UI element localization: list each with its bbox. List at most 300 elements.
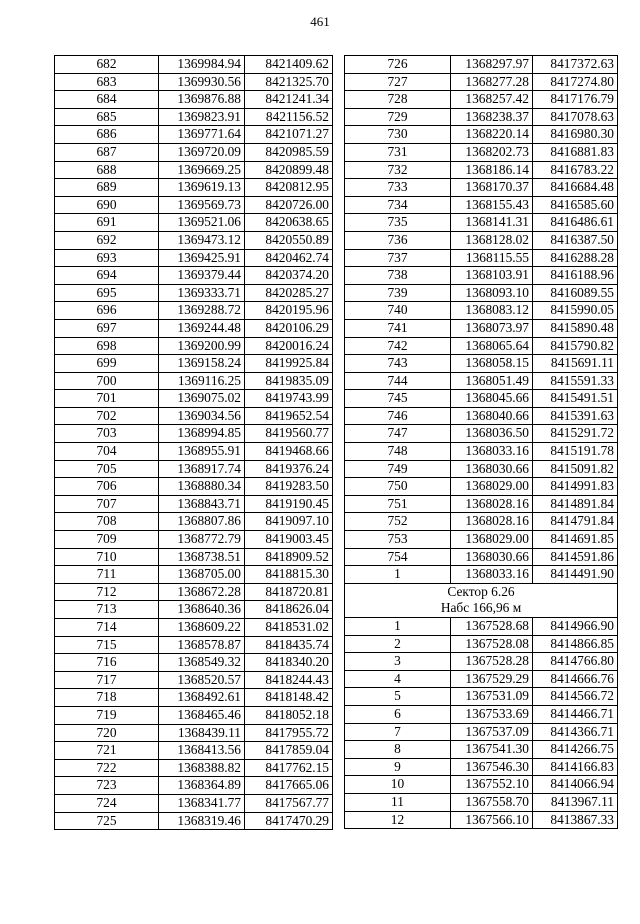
point-number: 692 [55,231,159,249]
coord-x: 1368170.37 [451,179,533,197]
table-row [55,302,333,320]
table-row [345,108,618,126]
coord-x: 1368030.66 [451,548,533,566]
point-number: 698 [55,337,159,355]
coord-y: 8421409.62 [245,56,333,74]
point-number: 741 [345,319,451,337]
coord-x: 1367528.68 [451,618,533,636]
coord-x: 1369930.56 [159,73,245,91]
coord-y: 8416188.96 [533,267,618,285]
table-row [55,443,333,461]
point-number: 719 [55,706,159,724]
coord-x: 1368030.66 [451,460,533,478]
point-number: 711 [55,566,159,584]
coord-y: 8418340.20 [245,654,333,672]
coord-x: 1367533.69 [451,705,533,723]
coord-x: 1367528.08 [451,635,533,653]
coord-y: 8420550.89 [245,231,333,249]
coord-y: 8419376.24 [245,460,333,478]
sector-subtitle: Набс 166,96 м [345,600,618,617]
coord-y: 8414991.83 [533,478,618,496]
table-row [55,812,333,830]
coord-y: 8414966.90 [533,618,618,636]
coord-y: 8414066.94 [533,776,618,794]
table-row [55,548,333,566]
table-row [55,425,333,443]
table-row [345,618,618,636]
coord-y: 8419652.54 [245,407,333,425]
coord-x: 1369619.13 [159,179,245,197]
coord-y: 8414366.71 [533,723,618,741]
table-row [55,56,333,74]
table-row [55,126,333,144]
coord-y: 8419283.50 [245,478,333,496]
coord-x: 1367546.30 [451,758,533,776]
coord-x: 1368033.16 [451,566,533,584]
coord-y: 8416684.48 [533,179,618,197]
coord-x: 1368029.00 [451,478,533,496]
coord-y: 8414866.85 [533,635,618,653]
table-row [55,249,333,267]
coord-y: 8421156.52 [245,108,333,126]
point-number: 720 [55,724,159,742]
point-number: 743 [345,355,451,373]
coord-y: 8419190.45 [245,495,333,513]
coord-y: 8419560.77 [245,425,333,443]
coord-x: 1368029.00 [451,531,533,549]
coord-y: 8417859.04 [245,742,333,760]
point-number: 684 [55,91,159,109]
coord-y: 8418052.18 [245,706,333,724]
table-row [345,425,618,443]
table-row [345,73,618,91]
point-number: 744 [345,372,451,390]
coord-x: 1368578.87 [159,636,245,654]
coord-y: 8420899.48 [245,161,333,179]
point-number: 736 [345,231,451,249]
point-number: 4 [345,670,451,688]
coord-y: 8420638.65 [245,214,333,232]
point-number: 707 [55,495,159,513]
table-row [345,284,618,302]
point-number: 726 [345,56,451,74]
coord-x: 1369569.73 [159,196,245,214]
table-row [55,478,333,496]
point-number: 712 [55,583,159,601]
point-number: 750 [345,478,451,496]
point-number: 754 [345,548,451,566]
point-number: 7 [345,723,451,741]
point-number: 705 [55,460,159,478]
point-number: 687 [55,143,159,161]
table-row [345,143,618,161]
coord-x: 1368364.89 [159,777,245,795]
coord-y: 8415091.82 [533,460,618,478]
coord-x: 1368257.42 [451,91,533,109]
table-row [55,742,333,760]
table-row [345,670,618,688]
table-row [55,179,333,197]
coord-y: 8414666.76 [533,670,618,688]
coord-y: 8420285.27 [245,284,333,302]
coord-y: 8419925.84 [245,355,333,373]
coord-x: 1368220.14 [451,126,533,144]
coord-x: 1369244.48 [159,319,245,337]
point-number: 10 [345,776,451,794]
table-row [345,372,618,390]
coord-x: 1369984.94 [159,56,245,74]
point-number: 739 [345,284,451,302]
point-number: 706 [55,478,159,496]
coord-x: 1367529.29 [451,670,533,688]
coord-y: 8417567.77 [245,794,333,812]
table-row [55,671,333,689]
table-row [345,337,618,355]
table-row [55,636,333,654]
point-number: 688 [55,161,159,179]
table-row [55,143,333,161]
table-row [55,73,333,91]
coord-x: 1367566.10 [451,811,533,829]
coord-y: 8421241.34 [245,91,333,109]
table-row [345,355,618,373]
coord-x: 1369720.09 [159,143,245,161]
coord-x: 1368955.91 [159,443,245,461]
table-row [345,705,618,723]
coord-y: 8419835.09 [245,372,333,390]
table-row [55,214,333,232]
coord-x: 1369669.25 [159,161,245,179]
point-number: 734 [345,196,451,214]
table-row [345,249,618,267]
coord-x: 1368672.28 [159,583,245,601]
table-row [55,161,333,179]
coord-x: 1369876.88 [159,91,245,109]
coord-y: 8416288.28 [533,249,618,267]
coord-y: 8414591.86 [533,548,618,566]
coord-x: 1367531.09 [451,688,533,706]
table-row [55,319,333,337]
coord-y: 8419003.45 [245,531,333,549]
point-number: 708 [55,513,159,531]
table-row [55,724,333,742]
coord-y: 8417078.63 [533,108,618,126]
coord-x: 1368073.97 [451,319,533,337]
point-number: 702 [55,407,159,425]
point-number: 721 [55,742,159,760]
coordinates-table-left [54,55,333,830]
table-row [55,267,333,285]
table-row [345,531,618,549]
table-row [55,583,333,601]
table-row [55,601,333,619]
table-row [345,91,618,109]
coord-x: 1368319.46 [159,812,245,830]
coord-y: 8415890.48 [533,319,618,337]
coord-y: 8415790.82 [533,337,618,355]
coord-y: 8414266.75 [533,741,618,759]
coord-y: 8418148.42 [245,689,333,707]
table-row [55,407,333,425]
coord-x: 1367552.10 [451,776,533,794]
point-number: 718 [55,689,159,707]
table-row [55,337,333,355]
point-number: 697 [55,319,159,337]
point-number: 695 [55,284,159,302]
table-row [345,811,618,829]
sector-title: Сектор 6.26 [345,583,618,600]
coord-x: 1369034.56 [159,407,245,425]
coord-x: 1368036.50 [451,425,533,443]
coord-y: 8416387.50 [533,231,618,249]
table-row [55,654,333,672]
point-number: 696 [55,302,159,320]
coord-x: 1369158.24 [159,355,245,373]
point-number: 717 [55,671,159,689]
coord-y: 8421325.70 [245,73,333,91]
coord-x: 1368917.74 [159,460,245,478]
point-number: 5 [345,688,451,706]
point-number: 738 [345,267,451,285]
coord-x: 1368549.32 [159,654,245,672]
coord-y: 8416783.22 [533,161,618,179]
point-number: 722 [55,759,159,777]
coord-y: 8415491.51 [533,390,618,408]
coord-x: 1368880.34 [159,478,245,496]
coord-y: 8415291.72 [533,425,618,443]
point-number: 2 [345,635,451,653]
coord-y: 8418909.52 [245,548,333,566]
point-number: 686 [55,126,159,144]
coord-y: 8418531.02 [245,619,333,637]
coord-x: 1368238.37 [451,108,533,126]
table-row [345,635,618,653]
coord-y: 8414166.83 [533,758,618,776]
table-row [55,284,333,302]
coord-x: 1368115.55 [451,249,533,267]
page-number: 461 [310,14,330,29]
coord-x: 1368520.57 [159,671,245,689]
coord-x: 1368128.02 [451,231,533,249]
table-row [55,759,333,777]
point-number: 716 [55,654,159,672]
point-number: 731 [345,143,451,161]
table-row [55,390,333,408]
coord-x: 1367558.70 [451,793,533,811]
coord-x: 1368705.00 [159,566,245,584]
table-row [345,653,618,671]
point-number: 745 [345,390,451,408]
table-row [345,566,618,584]
point-number: 725 [55,812,159,830]
coord-y: 8417372.63 [533,56,618,74]
point-number: 728 [345,91,451,109]
coord-y: 8420726.00 [245,196,333,214]
table-row [345,267,618,285]
table-row [345,390,618,408]
table-row [345,56,618,74]
coord-x: 1369425.91 [159,249,245,267]
coord-x: 1368807.86 [159,513,245,531]
table-row [345,776,618,794]
coord-x: 1369288.72 [159,302,245,320]
coord-y: 8416585.60 [533,196,618,214]
sector-header-row [345,583,618,600]
table-row [345,407,618,425]
coord-x: 1368341.77 [159,794,245,812]
table-row [55,495,333,513]
coord-x: 1368609.22 [159,619,245,637]
point-number: 748 [345,443,451,461]
point-number: 747 [345,425,451,443]
point-number: 11 [345,793,451,811]
point-number: 704 [55,443,159,461]
coord-x: 1368186.14 [451,161,533,179]
point-number: 752 [345,513,451,531]
point-number: 723 [55,777,159,795]
coord-x: 1368388.82 [159,759,245,777]
point-number: 3 [345,653,451,671]
coord-x: 1369075.02 [159,390,245,408]
point-number: 740 [345,302,451,320]
coord-y: 8417176.79 [533,91,618,109]
point-number: 682 [55,56,159,74]
table-row [55,196,333,214]
point-number: 714 [55,619,159,637]
coord-y: 8415391.63 [533,407,618,425]
table-row [55,689,333,707]
table-row [55,566,333,584]
coord-x: 1369473.12 [159,231,245,249]
point-number: 6 [345,705,451,723]
coord-x: 1368141.31 [451,214,533,232]
point-number: 735 [345,214,451,232]
point-number: 694 [55,267,159,285]
table-row [345,214,618,232]
table-row [345,179,618,197]
coord-y: 8417665.06 [245,777,333,795]
table-row [55,777,333,795]
coord-x: 1369379.44 [159,267,245,285]
coord-y: 8413867.33 [533,811,618,829]
coord-x: 1368640.36 [159,601,245,619]
table-row [345,758,618,776]
coordinates-table-right [344,55,618,829]
coord-y: 8416881.83 [533,143,618,161]
point-number: 703 [55,425,159,443]
coord-x: 1369823.91 [159,108,245,126]
coord-y: 8416980.30 [533,126,618,144]
point-number: 690 [55,196,159,214]
coord-y: 8414891.84 [533,495,618,513]
point-number: 751 [345,495,451,513]
coord-x: 1368843.71 [159,495,245,513]
coord-y: 8420462.74 [245,249,333,267]
coord-x: 1367541.30 [451,741,533,759]
coord-x: 1369333.71 [159,284,245,302]
coord-x: 1369771.64 [159,126,245,144]
point-number: 746 [345,407,451,425]
point-number: 732 [345,161,451,179]
table-row [55,619,333,637]
sector-subheader-row [345,600,618,617]
point-number: 9 [345,758,451,776]
coord-y: 8420985.59 [245,143,333,161]
coord-y: 8414791.84 [533,513,618,531]
table-row [345,231,618,249]
point-number: 733 [345,179,451,197]
point-number: 700 [55,372,159,390]
table-row [55,531,333,549]
coord-x: 1369521.06 [159,214,245,232]
coord-x: 1368058.15 [451,355,533,373]
coord-y: 8417955.72 [245,724,333,742]
coord-y: 8419097.10 [245,513,333,531]
table-row [345,302,618,320]
point-number: 715 [55,636,159,654]
coord-y: 8415691.11 [533,355,618,373]
coord-y: 8414766.80 [533,653,618,671]
table-row [345,319,618,337]
coord-x: 1368028.16 [451,513,533,531]
table-row [345,161,618,179]
point-number: 749 [345,460,451,478]
coord-x: 1368065.64 [451,337,533,355]
table-row [55,372,333,390]
point-number: 729 [345,108,451,126]
coord-y: 8414466.71 [533,705,618,723]
point-number: 710 [55,548,159,566]
point-number: 724 [55,794,159,812]
coord-y: 8420016.24 [245,337,333,355]
point-number: 713 [55,601,159,619]
table-row [345,513,618,531]
coord-y: 8417470.29 [245,812,333,830]
coord-x: 1368439.11 [159,724,245,742]
coord-x: 1368277.28 [451,73,533,91]
point-number: 709 [55,531,159,549]
coord-y: 8418626.04 [245,601,333,619]
coord-y: 8418815.30 [245,566,333,584]
table-row [345,793,618,811]
table-row [345,741,618,759]
coord-x: 1368465.46 [159,706,245,724]
coord-y: 8414566.72 [533,688,618,706]
point-number: 8 [345,741,451,759]
coord-x: 1368051.49 [451,372,533,390]
point-number: 693 [55,249,159,267]
coord-y: 8415191.78 [533,443,618,461]
table-row [345,196,618,214]
coord-y: 8416089.55 [533,284,618,302]
coord-y: 8418720.81 [245,583,333,601]
coord-x: 1368040.66 [451,407,533,425]
table-row [55,706,333,724]
coord-y: 8415591.33 [533,372,618,390]
coord-x: 1368413.56 [159,742,245,760]
point-number: 1 [345,566,451,584]
table-row [345,460,618,478]
coord-x: 1368492.61 [159,689,245,707]
coord-y: 8413967.11 [533,793,618,811]
coord-y: 8420106.29 [245,319,333,337]
table-row [55,460,333,478]
coord-y: 8420812.95 [245,179,333,197]
coord-y: 8415990.05 [533,302,618,320]
point-number: 691 [55,214,159,232]
coord-x: 1368738.51 [159,548,245,566]
point-number: 727 [345,73,451,91]
